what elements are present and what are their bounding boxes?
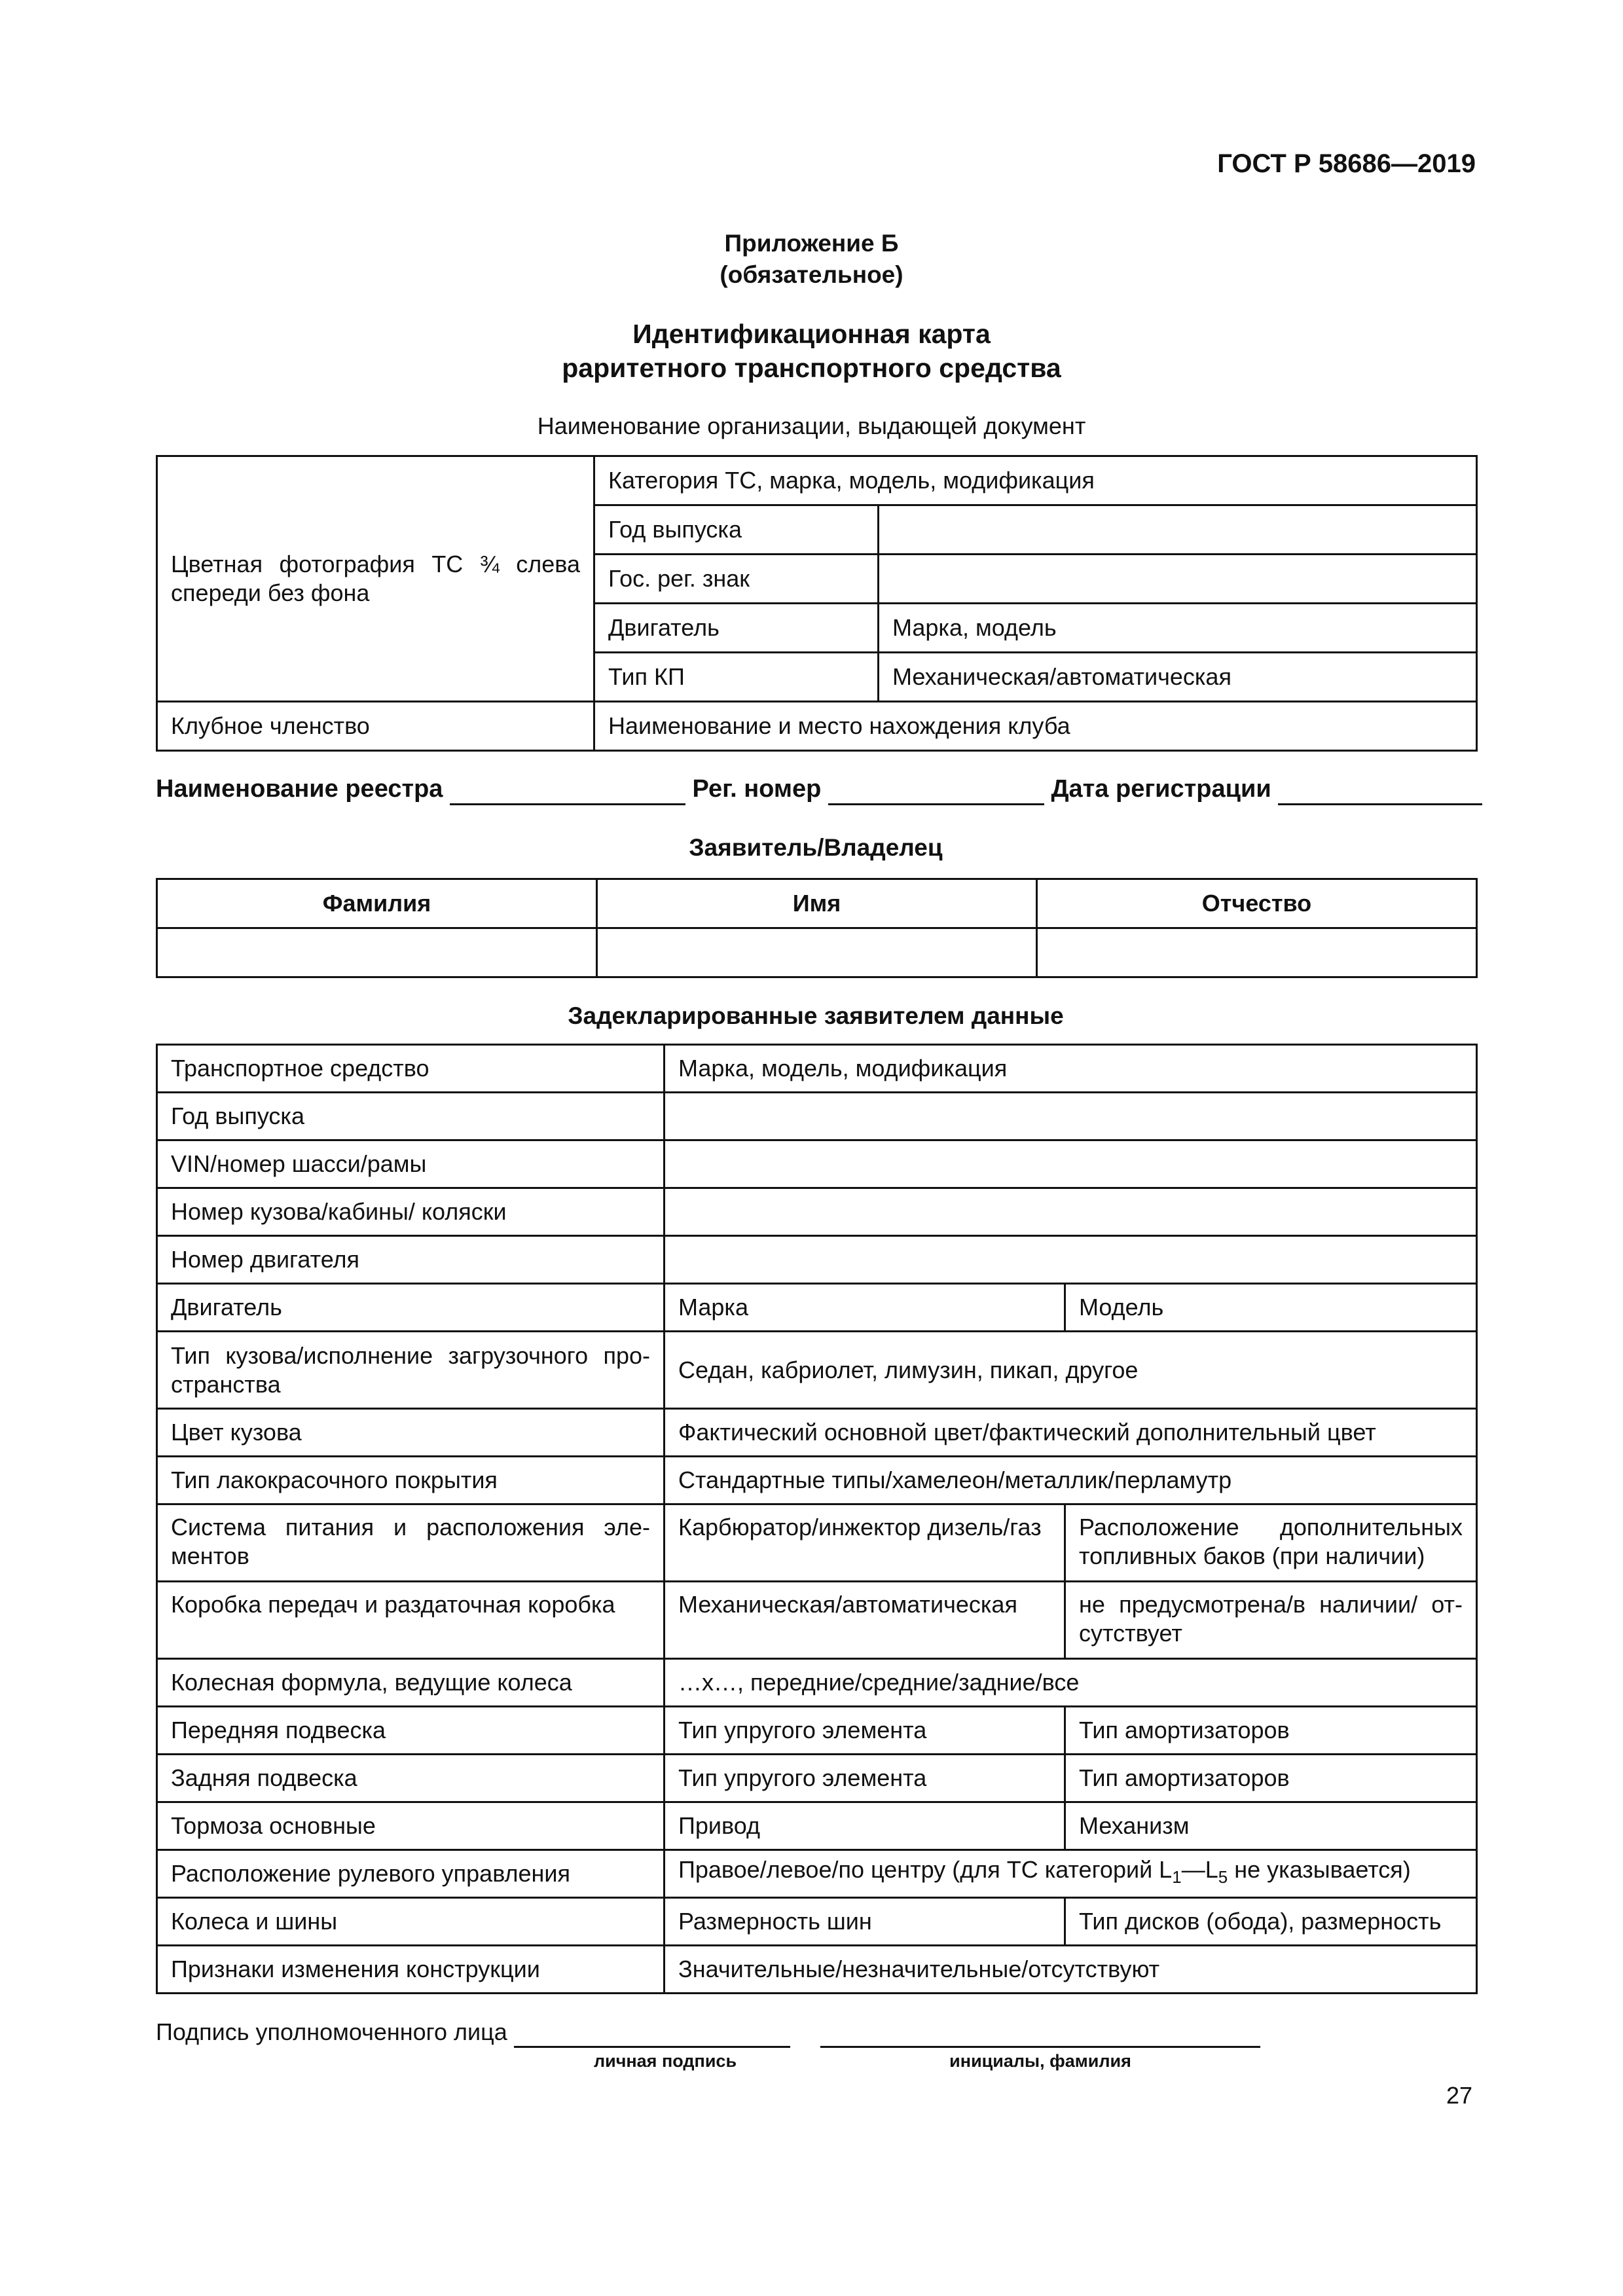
row-value-2: Механизм <box>1065 1802 1477 1850</box>
steering-text-prefix: Правое/левое/по центру (для ТС категорий L <box>678 1856 1173 1884</box>
row-label: Коробка передач и раздаточная коробка <box>157 1582 665 1659</box>
table-row <box>157 1755 1477 1802</box>
row-label: Тормоза основные <box>157 1802 665 1850</box>
identification-table <box>156 455 1478 752</box>
table-row <box>157 1707 1477 1755</box>
table-row <box>157 1802 1477 1850</box>
name-caption: инициалы, фамилия <box>949 2051 1131 2071</box>
table-row <box>157 1898 1477 1946</box>
row-label: Транспортное средство <box>157 1045 665 1093</box>
row-value <box>665 1236 1477 1284</box>
row-label: VIN/номер шасси/рамы <box>157 1140 665 1188</box>
row-value-2: Тип дисков (обода), размерность <box>1065 1898 1477 1946</box>
table-row <box>157 1188 1477 1236</box>
table-row <box>157 1504 1477 1582</box>
club-value: Наименование и место нахождения клуба <box>594 702 1477 751</box>
table-row <box>157 1236 1477 1284</box>
row-value-1: Тип упругого элемента <box>665 1707 1065 1755</box>
row-label: Колесная формула, ведущие колеса <box>157 1659 665 1707</box>
engine-value: Марка, модель <box>879 604 1477 653</box>
row-label: Передняя подвеска <box>157 1707 665 1755</box>
year-value <box>879 505 1477 555</box>
registry-name-field[interactable] <box>450 775 685 805</box>
row-value: Фактический основной цвет/фактический дополнительный цвет <box>665 1409 1477 1457</box>
row-value <box>665 1188 1477 1236</box>
table-row <box>157 1946 1477 1994</box>
row-value: Седан, кабриолет, лимузин, пикап, другое <box>665 1332 1477 1409</box>
owner-surname-value <box>157 928 597 977</box>
registry-name-label: Наименование реестра <box>156 775 443 803</box>
signature-field[interactable] <box>514 2018 790 2048</box>
row-value-2: не предусмотрена/в наличии/ от-сутствует <box>1065 1582 1477 1659</box>
row-value-1: Привод <box>665 1802 1065 1850</box>
row-value-2: Тип амортизаторов <box>1065 1755 1477 1802</box>
row-value: Марка, модель, модификация <box>665 1045 1477 1093</box>
row-value <box>665 1850 1477 1898</box>
row-value: Стандартные типы/хамелеон/металлик/перламутр <box>665 1457 1477 1504</box>
table-row <box>157 1045 1477 1093</box>
steering-sub-1: 1 <box>1172 1867 1182 1887</box>
table-row <box>157 1332 1477 1409</box>
row-label: Тип лакокрасочного покрытия <box>157 1457 665 1504</box>
owner-heading: Заявитель/Владелец <box>689 834 943 861</box>
year-label: Год выпуска <box>594 505 879 555</box>
row-label: Номер двигателя <box>157 1236 665 1284</box>
appendix-heading <box>0 228 1623 291</box>
engine-label: Двигатель <box>594 604 879 653</box>
table-row <box>157 1659 1477 1707</box>
page-number: 27 <box>1446 2082 1472 2109</box>
registry-date-field[interactable] <box>1278 775 1482 805</box>
table-row <box>157 1093 1477 1140</box>
row-value-1: Марка <box>665 1284 1065 1332</box>
declared-table <box>156 1044 1478 1994</box>
row-value: Значительные/незначительные/отсутствуют <box>665 1946 1477 1994</box>
gearbox-label: Тип КП <box>594 653 879 702</box>
card-title-line1: Идентификационная карта <box>632 319 991 349</box>
row-value-1: Размерность шин <box>665 1898 1065 1946</box>
owner-table <box>156 878 1478 978</box>
table-row <box>157 1582 1477 1659</box>
row-value <box>665 1140 1477 1188</box>
table-row <box>157 1140 1477 1188</box>
reg-sign-value <box>879 555 1477 604</box>
name-field[interactable] <box>820 2018 1260 2048</box>
row-label: Тип кузова/исполнение загрузочного про-странства <box>157 1332 665 1409</box>
card-title-line2: раритетного транспортного средства <box>562 353 1061 383</box>
owner-col-surname: Фамилия <box>157 879 597 928</box>
row-label: Цвет кузова <box>157 1409 665 1457</box>
table-row <box>157 1409 1477 1457</box>
appendix-note: (обязательное) <box>720 261 903 288</box>
signature-line <box>156 2018 1260 2048</box>
row-label: Номер кузова/кабины/ коляски <box>157 1188 665 1236</box>
row-value-2: Расположение дополнительных топливных баков (при наличии) <box>1065 1504 1477 1582</box>
row-value-2: Тип амортизаторов <box>1065 1707 1477 1755</box>
registry-number-label: Рег. номер <box>692 775 822 803</box>
card-title <box>0 317 1623 385</box>
declared-heading: Задекларированные заявителем данные <box>568 1002 1064 1029</box>
reg-sign-label: Гос. рег. знак <box>594 555 879 604</box>
registry-line <box>156 775 1476 805</box>
table-row <box>157 1850 1477 1898</box>
steering-text-mid: —L <box>1181 1856 1218 1884</box>
row-label: Задняя подвеска <box>157 1755 665 1802</box>
steering-text-suffix: не указывается) <box>1228 1856 1411 1884</box>
row-value: …х…, передние/средние/задние/все <box>665 1659 1477 1707</box>
owner-name-value <box>597 928 1037 977</box>
club-label: Клубное членство <box>157 702 594 751</box>
gearbox-value: Механическая/автоматическая <box>879 653 1477 702</box>
row-value-1: Механическая/автоматическая <box>665 1582 1065 1659</box>
row-label: Колеса и шины <box>157 1898 665 1946</box>
registry-number-field[interactable] <box>828 775 1044 805</box>
row-label: Система питания и расположения эле-ментов <box>157 1504 665 1582</box>
org-caption: Наименование организации, выдающей документ <box>537 412 1086 439</box>
document-code: ГОСТ Р 58686—2019 <box>1217 149 1476 178</box>
row-label: Расположение рулевого управления <box>157 1850 665 1898</box>
table-row <box>157 1284 1477 1332</box>
registry-date-label: Дата регистрации <box>1051 775 1271 803</box>
owner-patronymic-value <box>1037 928 1477 977</box>
row-value-1: Тип упругого элемента <box>665 1755 1065 1802</box>
table-row <box>157 1457 1477 1504</box>
appendix-title: Приложение Б <box>724 230 899 257</box>
row-label: Год выпуска <box>157 1093 665 1140</box>
category-label: Категория ТС, марка, модель, модификация <box>594 456 1477 505</box>
owner-col-patronymic: Отчество <box>1037 879 1477 928</box>
signature-caption: личная подпись <box>593 2051 737 2071</box>
row-label: Двигатель <box>157 1284 665 1332</box>
signature-label: Подпись уполномоченного лица <box>156 2018 507 2045</box>
row-value-1: Карбюратор/инжектор дизель/газ <box>665 1504 1065 1582</box>
row-label: Признаки изменения конструкции <box>157 1946 665 1994</box>
row-value <box>665 1093 1477 1140</box>
row-value-2: Модель <box>1065 1284 1477 1332</box>
photo-placeholder: Цветная фотография ТС ¾ слева спереди без фона <box>157 456 594 702</box>
owner-col-name: Имя <box>597 879 1037 928</box>
steering-sub-5: 5 <box>1218 1867 1228 1887</box>
